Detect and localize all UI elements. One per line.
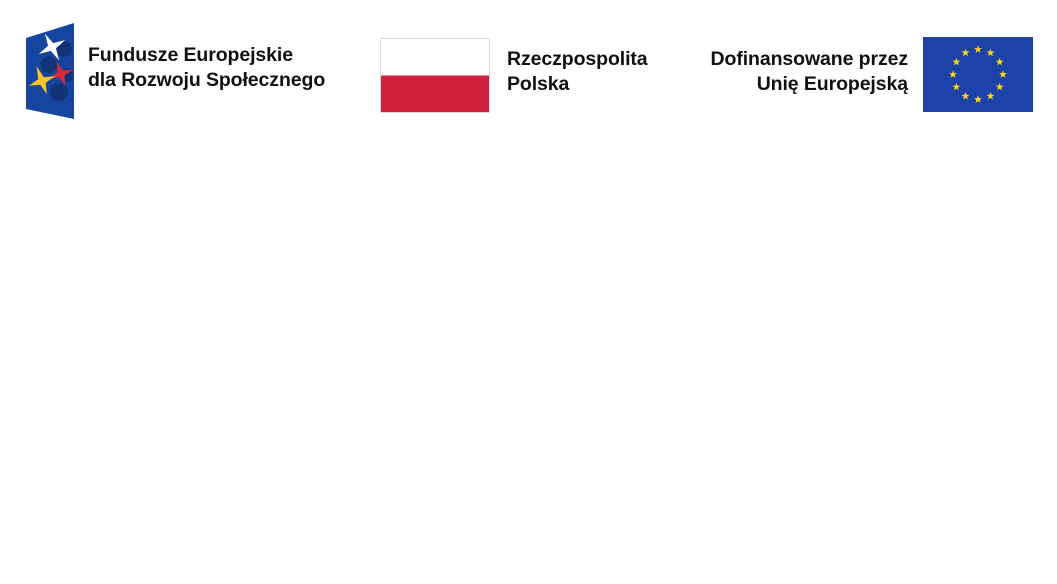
poland-flag-white-stripe	[380, 38, 490, 76]
poland-label-line1: Rzeczpospolita	[507, 48, 648, 70]
eu-funds-label	[88, 43, 325, 93]
eu-funds-label-line1: Fundusze Europejskie	[88, 44, 293, 66]
eu-flag-icon	[923, 37, 1033, 112]
poland-flag-icon	[380, 38, 490, 113]
eu-funding-label-line1: Dofinansowane przez	[710, 48, 908, 70]
eu-funds-flag-icon	[24, 18, 78, 122]
eu-funding-label	[605, 47, 908, 97]
poland-flag-red-stripe	[380, 76, 490, 114]
poland-label-line2: Polska	[507, 73, 570, 95]
eu-funding-label-line2: Unię Europejską	[756, 73, 908, 95]
eu-funds-label-line2: dla Rozwoju Społecznego	[88, 69, 326, 91]
